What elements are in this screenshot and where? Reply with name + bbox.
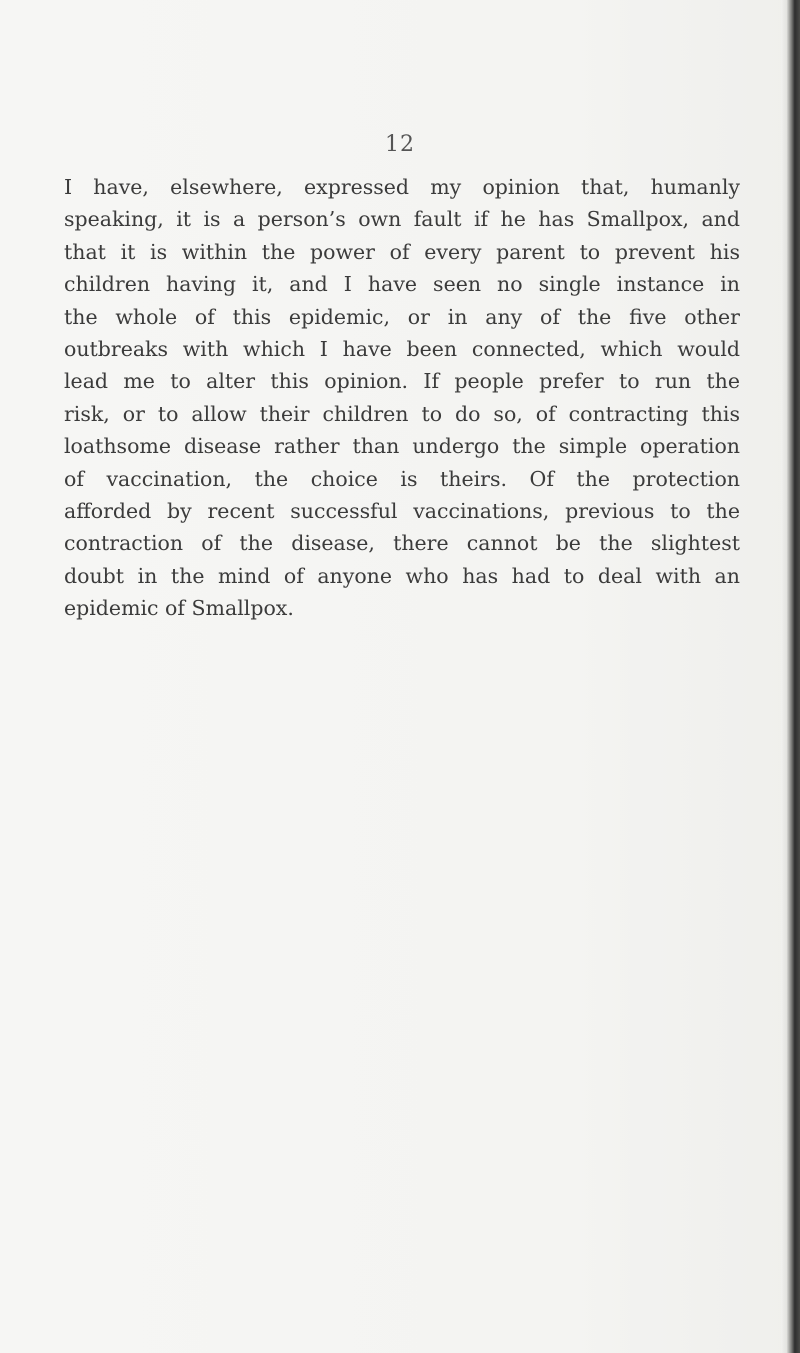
book-spine-edge: [787, 0, 800, 1353]
body-paragraph: [64, 171, 740, 625]
text-line: contraction of the disease, there cannot be the slightest: [64, 531, 740, 556]
page-number: 12: [385, 132, 415, 157]
text-line: the whole of this epidemic, or in any of the five other: [64, 304, 740, 329]
text-line: doubt in the mind of anyone who has had to deal with an: [64, 563, 740, 588]
text-line: of vaccination, the choice is theirs. Of the protection: [64, 466, 740, 491]
text-line-last: epidemic of Smallpox.: [64, 596, 294, 621]
text-line: lead me to alter this opinion. If people prefer to run the: [64, 369, 740, 394]
text-line: outbreaks with which I have been connected, which would: [64, 337, 740, 362]
text-line: loathsome disease rather than undergo the simple operation: [64, 434, 740, 459]
text-line: I have, elsewhere, expressed my opinion that, humanly: [64, 175, 740, 199]
text-line: risk, or to allow their children to do so, of contracting this: [64, 401, 740, 426]
text-line: that it is within the power of every parent to prevent his: [64, 239, 740, 264]
text-line: afforded by recent successful vaccinations, previous to the: [64, 499, 740, 524]
text-line: children having it, and I have seen no single instance in: [64, 272, 740, 297]
text-line: speaking, it is a person’s own fault if he has Smallpox, and: [64, 207, 740, 232]
